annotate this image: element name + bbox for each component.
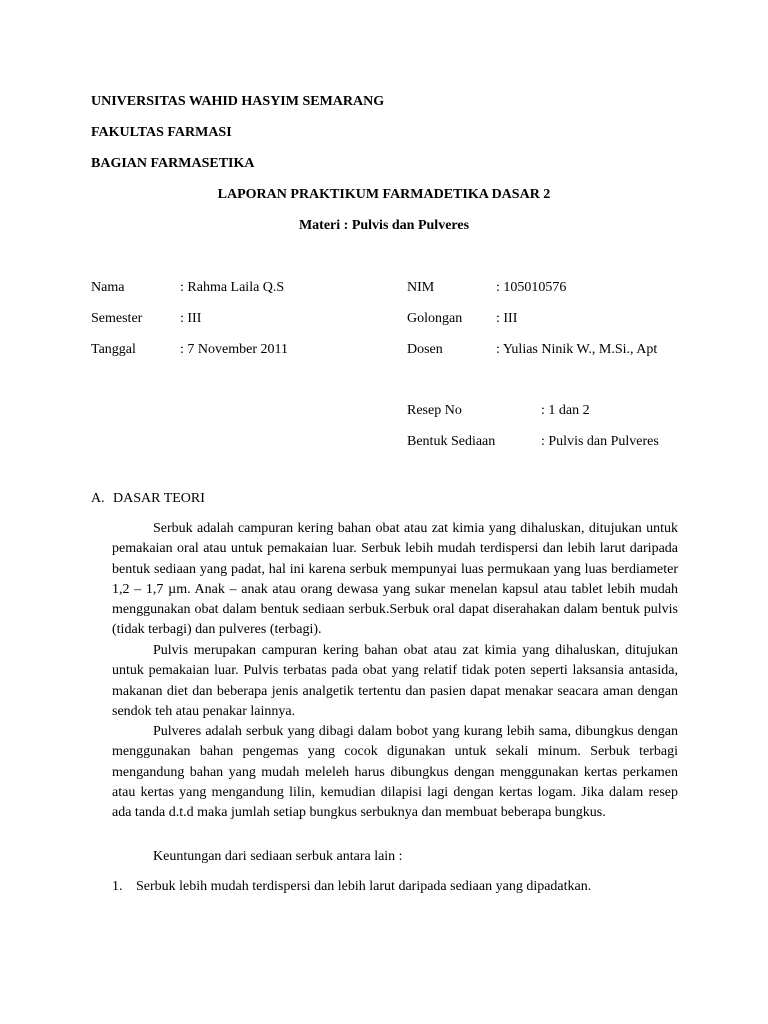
dosen-label: Dosen [407,342,443,357]
paragraph-text: Pulveres adalah serbuk yang dibagi dalam bobot yang kurang lebih sama, dibungkus dengan menggunakan bahan pengemas yang cocok digunakan untuk sekali minum. Serbuk terbagi mengandung bahan yang mudah meleleh harus dibungkus dengan menggunakan kertas perkamen atau kertas yang mengandung lilin, kemudian dilapisi lagi dengan kertas logam. Jika dalam resep ada tanda d.t.d maka jumlah setiap bungkus serbuknya dan membuat beberapa bungkus. [112,724,678,821]
paragraph-text: Serbuk adalah campuran kering bahan obat atau zat kimia yang dihaluskan, ditujukan untuk pemakaian oral atau untuk pemakaian luar. Serbuk lebih mudah terdispersi dan lebih larut daripada bentuk sediaan yang padat, hal ini karena serbuk mempunyai luas permukaan yang luas berdiameter 1,2 – 1,7 µm. Anak – anak atau orang dewasa yang sukar menelan kapsul atau tablet lebih mudah menggunakan obat dalam bentuk sediaan serbuk.Serbuk oral dapat diserahakan dalam bentuk pulvis (tidak terbagi) dan pulveres (terbagi). [112,521,678,638]
nim-label: NIM [407,280,435,295]
faculty-name: FAKULTAS FARMASI [91,125,232,140]
list-item-text: Serbuk lebih mudah terdispersi dan lebih larut daripada sediaan yang dipadatkan. [136,879,592,894]
tanggal-value: : 7 November 2011 [180,342,288,357]
paragraph-serbuk [112,519,678,641]
nim-value: : 105010576 [496,280,567,295]
golongan-value: : III [496,311,518,326]
advantages-intro: Keuntungan dari sediaan serbuk antara lain : [153,849,403,864]
nama-value: : Rahma Laila Q.S [180,280,285,295]
section-title: DASAR TEORI [113,491,205,506]
paragraph-pulvis [112,641,678,722]
list-item [112,879,591,895]
section-letter: A. [91,491,105,506]
semester-label: Semester [91,311,143,326]
nama-label: Nama [91,280,125,295]
golongan-label: Golongan [407,311,463,326]
semester-value: : III [180,311,202,326]
report-title: LAPORAN PRAKTIKUM FARMADETIKA DASAR 2 [217,187,551,202]
dosen-value: : Yulias Ninik W., M.Si., Apt [496,342,658,357]
university-name: UNIVERSITAS WAHID HASYIM SEMARANG [91,94,385,109]
section-heading [91,491,205,507]
bentuk-value: : Pulvis dan Pulveres [541,434,659,449]
report-subtitle: Materi : Pulvis dan Pulveres [298,218,470,233]
tanggal-label: Tanggal [91,342,136,357]
paragraph-pulveres [112,722,678,823]
resep-label: Resep No [407,403,462,418]
department-name: BAGIAN FARMASETIKA [91,156,255,171]
resep-value: : 1 dan 2 [541,403,590,418]
bentuk-label: Bentuk Sediaan [407,434,496,449]
paragraph-text: Pulvis merupakan campuran kering bahan obat atau zat kimia yang dihaluskan, ditujukan untuk pemakaian luar. Pulvis terbatas pada obat yang relatif tidak poten seperti laksansia antasida, makanan diet dan beberapa jenis analgetik tertentu dan pasien dapat menakar seacara aman dengan sendok teh atau penakar lainnya. [112,643,678,719]
list-item-number: 1. [112,879,123,894]
